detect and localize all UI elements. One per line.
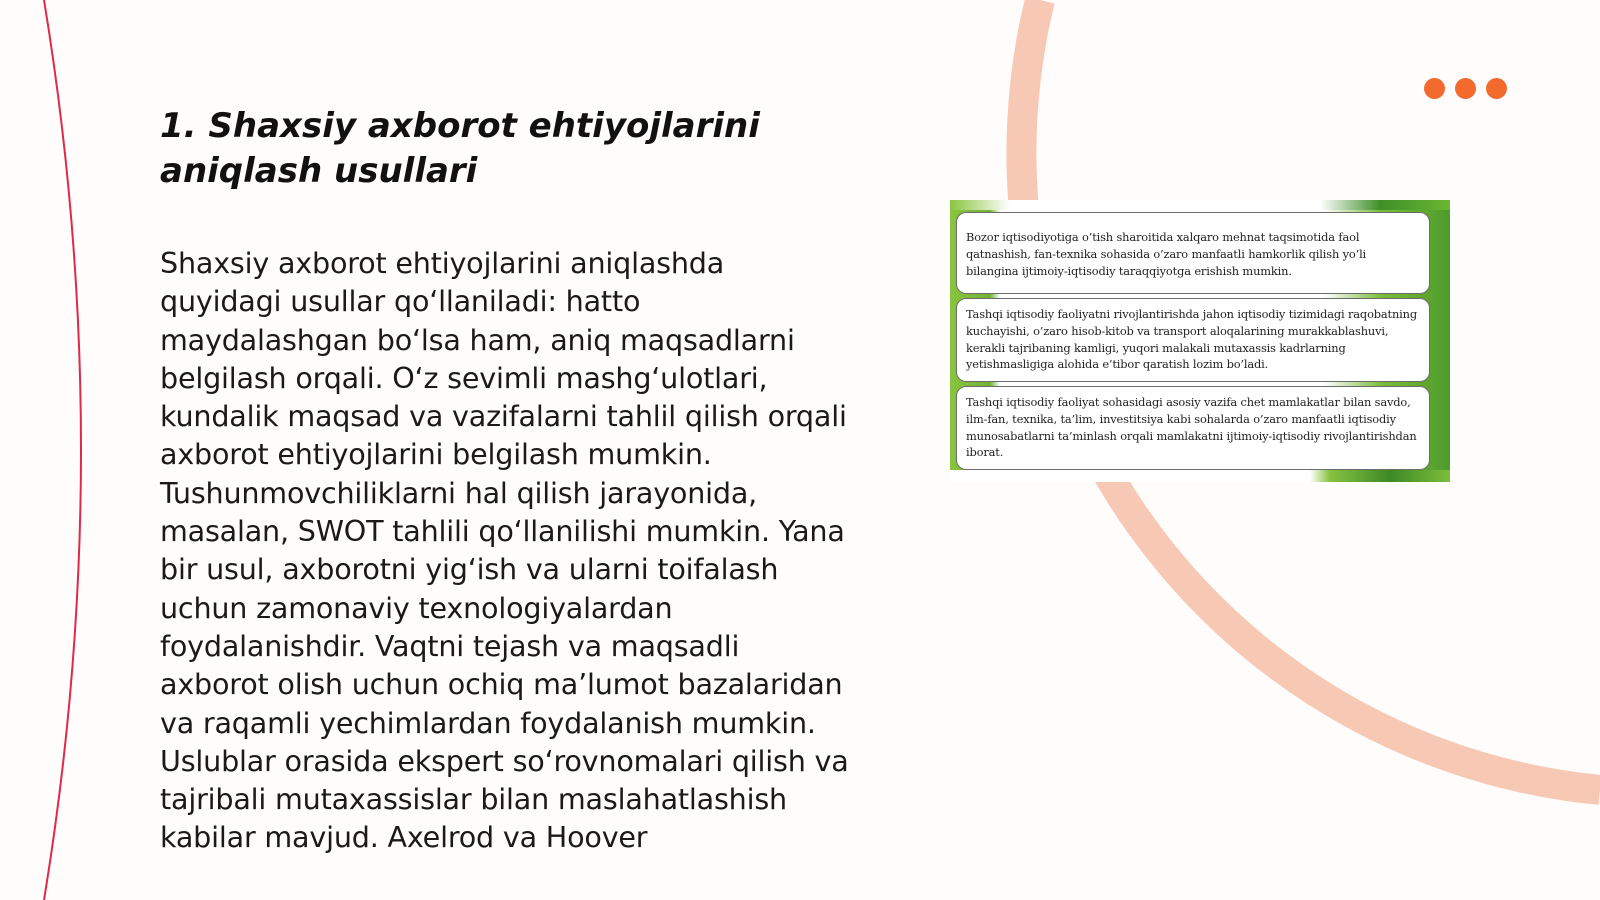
menu-dots-icon — [1424, 78, 1507, 99]
dot-icon — [1424, 78, 1445, 99]
figure-text-box: Tashqi iqtisodiy faoliyat sohasidagi asosiy vazifa chet mamlakatlar bilan savdo, ilm-fan, texnika, ta’lim, investitsiya kabi sohalarda o’zaro manfaatli iqtisodiy munosabatlarni ta’minlash orqali mamlakatni ijtimoiy-iqtisodiy rivojlantirishdan iborat. — [956, 386, 1430, 470]
left-red-curve — [44, 0, 81, 900]
figure-bottom-band — [950, 470, 1450, 482]
figure-text-box: Bozor iqtisodiyotiga o’tish sharoitida xalqaro mehnat taqsimotida faol qatnashish, fan-texnika sohasida o’zaro manfaatli hamkorlik qilish yo’li bilangina ijtimoiy-iqtisodiy taraqqiyotga erishish mumkin. — [956, 212, 1430, 294]
dot-icon — [1455, 78, 1476, 99]
figure-top-band — [950, 200, 1450, 210]
slide-title: 1. Shaxsiy axborot ehtiyojlarini aniqlash usullari — [160, 106, 760, 191]
dot-icon — [1486, 78, 1507, 99]
figure-text-box: Tashqi iqtisodiy faoliyatni rivojlantirishda jahon iqtisodiy tizimidagi raqobatning kuchayishi, o’zaro hisob-kitob va transport aloqalarining murakkablashuvi, kerakli tajribaning kamligi, yuqori malakali mutaxassis kadrlarning yetishmasligiga alohida e’tibor qaratish lozim bo’ladi. — [956, 298, 1430, 382]
slide-body-text: Shaxsiy axborot ehtiyojlarini aniqlashda quyidagi usullar qo‘llaniladi: hatto maydalashgan bo‘lsa ham, aniq maqsadlarni belgilash orqali. O‘z sevimli mashg‘ulotlari, kundalik maqsad va vazifalarni tahlil qilish orqali axborot ehtiyojlarini belgilash mumkin. Tushunmovchiliklarni hal qilish jarayonida, masalan, SWOT tahlili qo‘llanilishi mumkin. Yana bir usul, axborotni yig‘ish va ularni toifalash uchun zamonaviy texnologiyalardan foydalanishdir. Vaqtni tejash va maqsadli axborot olish uchun ochiq ma’lumot bazalaridan va raqamli yechimlardan foydalanish mumkin. Uslublar orasida ekspert so‘rovnomalari qilish va tajribali mutaxassislar bilan maslahatlashish kabilar mavjud. Axelrod va Hoover — [160, 246, 849, 855]
infographic-figure — [950, 200, 1450, 482]
